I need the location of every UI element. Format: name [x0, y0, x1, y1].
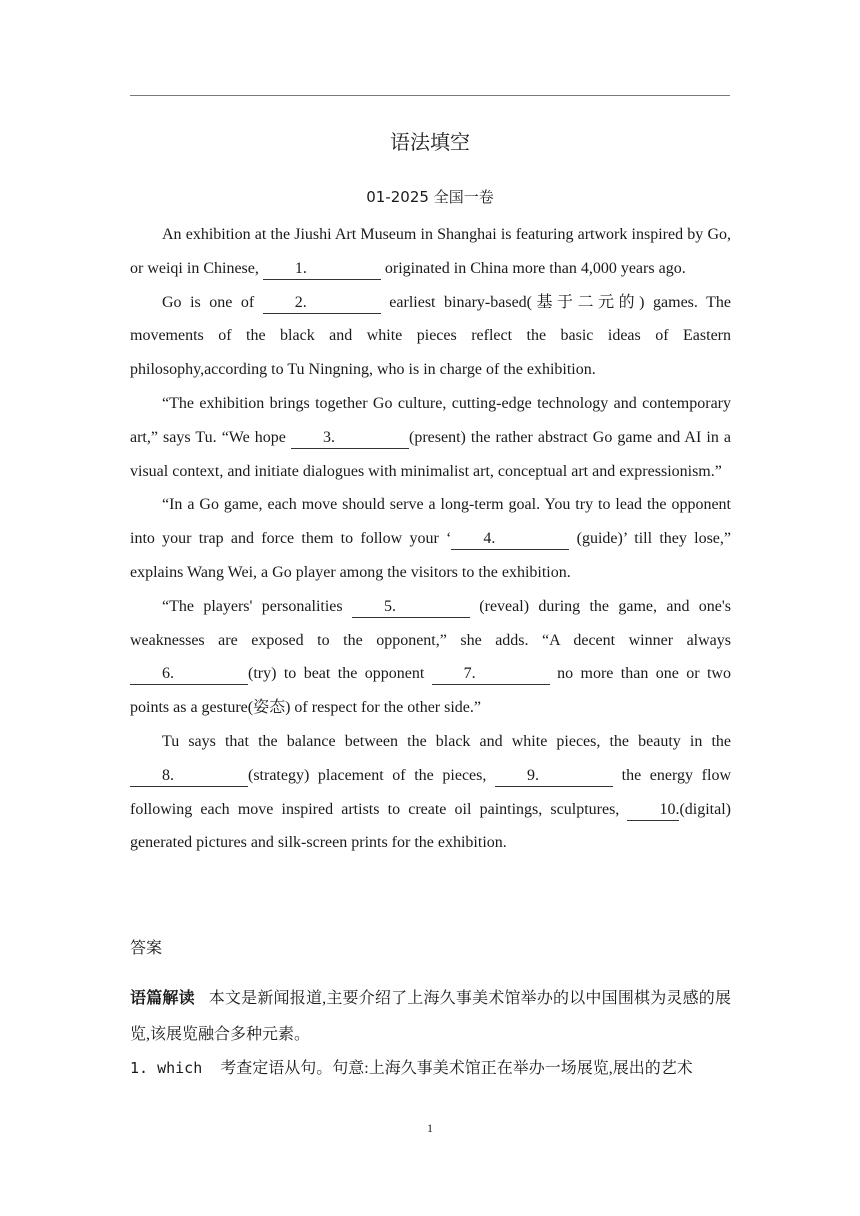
text: no more than one or two points as a gesture(姿态) of respect for the other side.” — [130, 665, 731, 717]
blank-7[interactable]: 7. — [432, 664, 550, 685]
text: “The players' personalities — [162, 597, 352, 615]
paragraph-1 — [130, 218, 731, 286]
text: “In a Go game, each move should serve a long-term goal. You try to lead the opponent into your trap and force them to follow your ‘ — [130, 496, 731, 548]
blank-5[interactable]: 5. — [352, 597, 470, 618]
answer-explanation: 考查定语从句。句意:上海久事美术馆正在举办一场展览,展出的艺术 — [220, 1060, 693, 1077]
paragraph-6 — [130, 725, 731, 860]
text: (reveal) during the game, and one's weaknesses are exposed to the opponent,” she adds. “A decent winner always — [130, 597, 732, 649]
answer-word: 1. which — [130, 1059, 203, 1077]
passage — [130, 218, 731, 860]
text: earliest binary-based(基于二元的) games. The movements of the black and white pieces reflect the basic ideas of Eastern philosophy,according to Tu Ningning, who is in charge of the exhibition. — [130, 293, 732, 379]
paragraph-4 — [130, 488, 731, 589]
text: Tu says that the balance between the black and white pieces, the beauty in the — [162, 732, 731, 750]
paragraph-5 — [130, 590, 731, 725]
text: (guide)’ till they lose,” explains Wang Wei, a Go player among the visitors to the exhibition. — [130, 530, 732, 581]
blank-6[interactable]: 6. — [130, 664, 248, 685]
paragraph-3 — [130, 387, 731, 488]
blank-3[interactable]: 3. — [291, 428, 409, 449]
answer-item-1 — [130, 1052, 731, 1085]
header-rule — [130, 95, 730, 96]
blank-1[interactable]: 1. — [263, 259, 381, 280]
page-number: 1 — [427, 1121, 433, 1135]
analysis-label: 语篇解读 — [130, 988, 195, 1007]
paragraph-2 — [130, 286, 731, 387]
page-title: 语法填空 — [390, 130, 470, 154]
blank-10[interactable]: 10. — [627, 800, 679, 821]
text: originated in China more than 4,000 years ago. — [380, 259, 686, 277]
exam-source: 01-2025 全国一卷 — [366, 188, 494, 206]
text: (digital) generated pictures and silk-screen prints for the exhibition. — [130, 800, 731, 852]
passage-analysis — [130, 980, 731, 1053]
blank-2[interactable]: 2. — [263, 293, 381, 314]
text: (present) the rather abstract Go game and AI in a visual context, and initiate dialogues with minimalist art, conceptual art and expressionism.” — [130, 428, 732, 480]
text: Go is one of — [162, 293, 263, 311]
analysis-text: 本文是新闻报道,主要介绍了上海久事美术馆举办的以中国围棋为灵感的展览,该展览融合多种元素。 — [130, 990, 731, 1043]
answers-heading: 答案 — [130, 938, 163, 957]
blank-4[interactable]: 4. — [451, 529, 569, 550]
text: “The exhibition brings together Go culture, cutting-edge technology and contemporary art,” says Tu. “We hope — [130, 394, 731, 446]
text: (strategy) placement of the pieces, — [248, 766, 496, 784]
text: (try) to beat the opponent — [248, 665, 432, 683]
text: An exhibition at the Jiushi Art Museum in Shanghai is featuring artwork inspired by Go, or weiqi in Chinese, — [130, 226, 731, 277]
text: the energy flow following each move inspired artists to create oil paintings, sculptures, — [130, 766, 731, 818]
blank-9[interactable]: 9. — [495, 766, 613, 787]
blank-8[interactable]: 8. — [130, 766, 248, 787]
